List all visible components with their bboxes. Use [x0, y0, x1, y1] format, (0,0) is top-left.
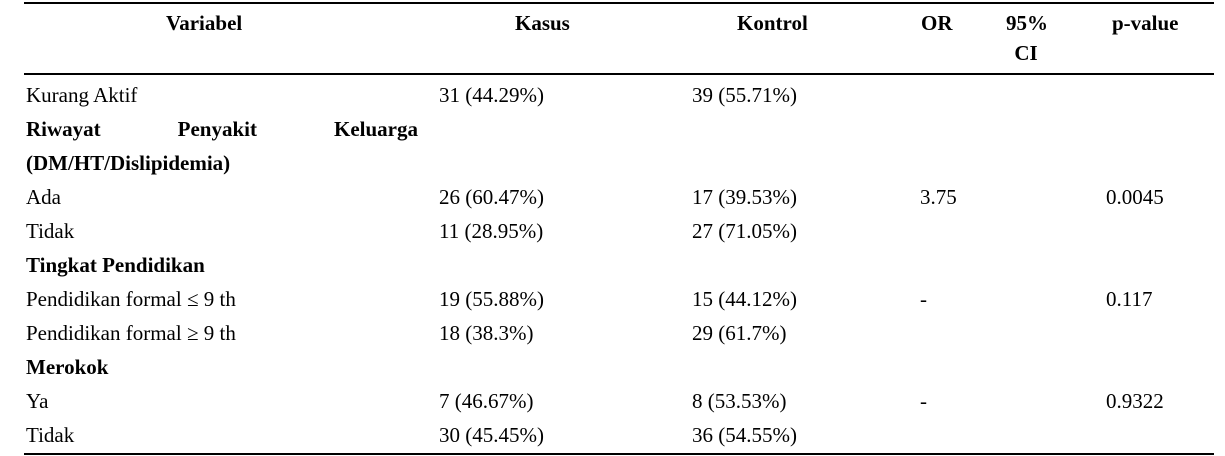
pvalue-cell: 0.117 — [1106, 287, 1153, 311]
section-heading-riwayat — [26, 113, 418, 145]
header-ci — [1006, 10, 1046, 66]
header-kasus: Kasus — [515, 11, 570, 35]
kasus-cell: 18 (38.3%) — [439, 321, 534, 345]
table-row — [0, 79, 1225, 111]
header-ci-line1: 95% — [1006, 11, 1048, 35]
row-label: Ya — [26, 389, 49, 413]
kontrol-cell: 15 (44.12%) — [692, 287, 797, 311]
row-label: Kurang Aktif — [26, 83, 138, 107]
section-heading-row — [0, 351, 1225, 383]
header-or: OR — [921, 11, 953, 35]
or-cell: - — [920, 287, 927, 311]
kontrol-cell: 36 (54.55%) — [692, 423, 797, 447]
header-pvalue: p-value — [1112, 11, 1179, 35]
kasus-cell: 11 (28.95%) — [439, 219, 544, 243]
row-label: Tidak — [26, 219, 75, 243]
kontrol-cell: 29 (61.7%) — [692, 321, 787, 345]
section-heading-merokok: Merokok — [26, 355, 109, 379]
header-ci-line2: CI — [1014, 41, 1038, 65]
table-row — [0, 215, 1225, 247]
kasus-cell: 7 (46.67%) — [439, 389, 534, 413]
table-row — [0, 419, 1225, 451]
section-word: Keluarga — [333, 117, 418, 141]
row-label: Pendidikan formal ≥ 9 th — [26, 321, 236, 345]
table-row — [0, 283, 1225, 315]
row-label: Ada — [26, 185, 61, 209]
header-rule — [24, 73, 1214, 75]
table-row — [0, 181, 1225, 213]
or-cell: 3.75 — [920, 185, 957, 209]
header-variabel: Variabel — [166, 11, 243, 35]
kasus-cell: 19 (55.88%) — [439, 287, 544, 311]
bottom-rule — [24, 453, 1214, 455]
kasus-cell: 26 (60.47%) — [439, 185, 544, 209]
kontrol-cell: 17 (39.53%) — [692, 185, 797, 209]
header-kontrol: Kontrol — [737, 11, 808, 35]
kasus-cell: 30 (45.45%) — [439, 423, 544, 447]
row-label: Pendidikan formal ≤ 9 th — [26, 287, 236, 311]
pvalue-cell: 0.0045 — [1106, 185, 1164, 209]
kasus-cell: 31 (44.29%) — [439, 83, 544, 107]
top-rule — [24, 2, 1214, 4]
kontrol-cell: 27 (71.05%) — [692, 219, 797, 243]
kontrol-cell: 39 (55.71%) — [692, 83, 797, 107]
table-row — [0, 385, 1225, 417]
section-word: Penyakit — [177, 117, 257, 141]
section-heading-row — [0, 249, 1225, 281]
pvalue-cell: 0.9322 — [1106, 389, 1164, 413]
section-heading-riwayat-line2-row — [0, 147, 1225, 179]
section-heading-riwayat-line2: (DM/HT/Dislipidemia) — [26, 151, 231, 175]
row-label: Tidak — [26, 423, 75, 447]
section-word: Riwayat — [26, 117, 101, 141]
section-heading-pendidikan: Tingkat Pendidikan — [26, 253, 205, 277]
or-cell: - — [920, 389, 927, 413]
table-row — [0, 317, 1225, 349]
kontrol-cell: 8 (53.53%) — [692, 389, 787, 413]
